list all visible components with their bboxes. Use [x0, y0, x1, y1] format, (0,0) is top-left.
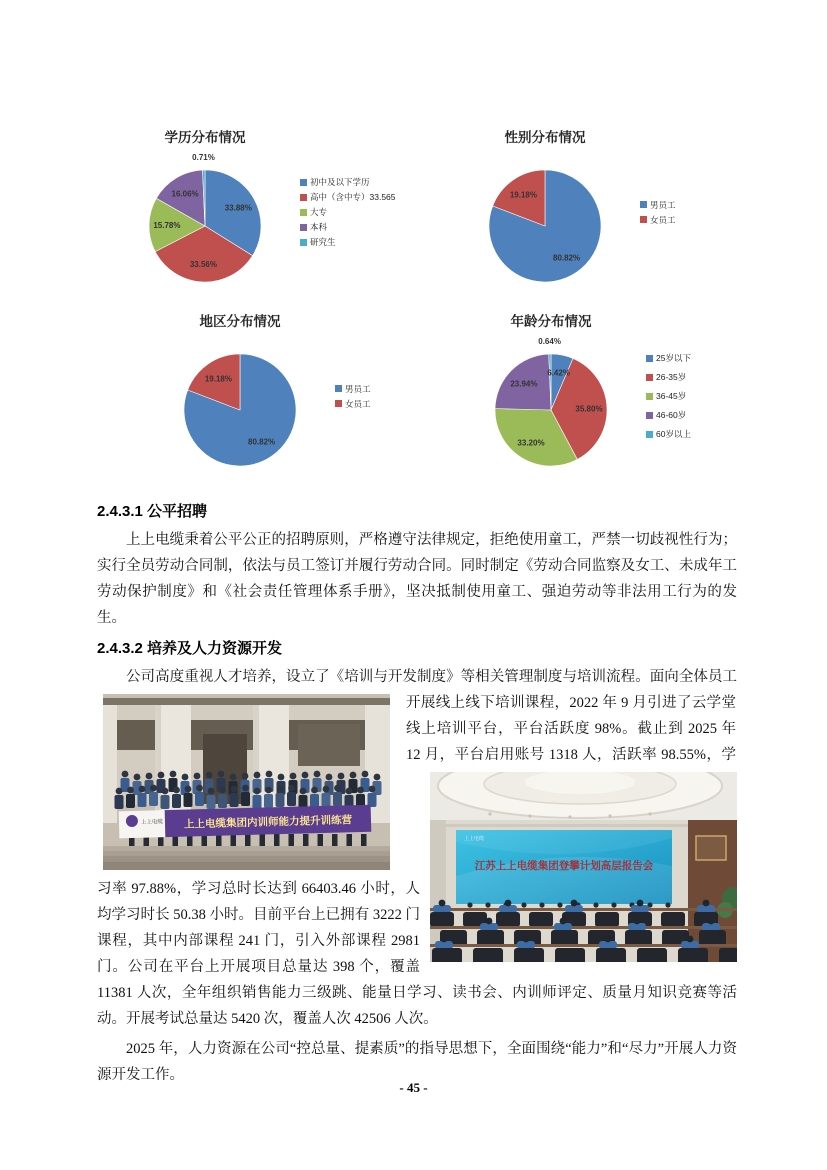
screen-text: 江苏上上电缆集团登攀计划高层报告会 — [474, 860, 654, 872]
legend-label: 研究生 — [310, 237, 336, 247]
screen-logo-text: 上上电缆 — [464, 836, 485, 842]
legend-label: 高中（含中专）33.565 — [310, 192, 396, 202]
legend-label: 46-60岁 — [656, 410, 687, 420]
pie-area — [470, 126, 620, 298]
section-heading-fair-recruitment: 2.4.3.1 公平招聘 — [97, 503, 208, 520]
banner-text: 上上电缆集团内训师能力提升训练营 — [183, 814, 353, 831]
paragraph-text: 公司高度重视人才培养，设立了《培训与开发制度》等相关管理制度与培训流程。面向全体员 — [126, 669, 723, 685]
legend-swatch-icon — [300, 194, 307, 201]
legend-label: 男员工 — [345, 383, 371, 394]
pie-data-label: 33.88% — [224, 203, 252, 213]
text-column — [97, 500, 737, 1092]
legend-swatch-icon — [335, 400, 342, 407]
legend-swatch-icon — [300, 179, 307, 186]
pie-chart — [476, 332, 626, 482]
pie-data-label: 0.71% — [192, 153, 215, 162]
chart-legend — [335, 380, 371, 413]
pie-chart — [130, 148, 280, 298]
paragraph-text: 工开展线上线下培训课程，2022 年 9 月引进了云学堂线上培训平台，平台活跃度 98%。截止到 2025 年 12 月，平台启用账号 1318 人，活跃率 98.55%，学习率 97.88%，学习总时长达到 66403.46 小时，人均学习时长 50.38 小时。目前平台上已拥有 3222 门课程，其中内部课程 241 门，引入外部课程 2981 门。公司在平台上开展项目总量达 398 个，覆盖 11381 人次，全年组织销售能力三级跳、能量日学习、读书会、内训师评定、质量月知识竞赛等活动。开展考试总量达 5420 次，覆盖人次 42506 人次。 — [97, 669, 737, 1027]
legend-item — [646, 352, 691, 364]
pie-data-label: 15.78% — [153, 221, 181, 231]
legend-item — [300, 236, 396, 248]
chart-title: 学历分布情况 — [164, 130, 246, 145]
legend-swatch-icon — [300, 209, 307, 216]
chart-legend — [640, 196, 676, 229]
legend-swatch-icon — [646, 355, 653, 362]
pie-data-label: 0.64% — [538, 337, 561, 346]
legend-item — [335, 398, 371, 410]
chart-title: 地区分布情况 — [199, 314, 281, 329]
chart-region-distribution — [165, 310, 371, 482]
pie-data-label: 80.82% — [553, 253, 581, 263]
legend-label: 大专 — [310, 207, 328, 217]
legend-label: 男员工 — [650, 199, 676, 210]
chart-title: 年龄分布情况 — [510, 314, 592, 329]
legend-item — [646, 390, 691, 402]
legend-item — [300, 191, 396, 203]
pie-data-label: 6.42% — [547, 368, 570, 378]
legend-label: 25岁以下 — [656, 353, 691, 363]
legend-label: 36-45岁 — [656, 391, 687, 401]
pie-data-label: 80.82% — [248, 437, 276, 447]
legend-swatch-icon — [646, 393, 653, 400]
legend-item — [300, 176, 396, 188]
legend-swatch-icon — [640, 216, 647, 223]
pie-data-label: 19.18% — [204, 374, 232, 384]
chart-education-distribution — [130, 126, 396, 298]
chart-legend — [646, 345, 691, 447]
pie-area — [165, 310, 315, 482]
legend-swatch-icon — [640, 201, 647, 208]
pie-area — [130, 126, 280, 298]
legend-item — [646, 428, 691, 440]
legend-item — [640, 214, 676, 226]
legend-label: 女员工 — [650, 214, 676, 225]
legend-item — [640, 199, 676, 211]
legend-swatch-icon — [646, 412, 653, 419]
paragraph-fair-recruitment: 上上电缆秉着公平公正的招聘原则，严格遵守法律规定，拒绝使用童工，严禁一切歧视性行为；实行全员劳动合同制，依法与员工签订并履行劳动合同。同时制定《劳动合同监察及女工、未成年工劳动保护制度》和《社会责任管理体系手册》，坚决抵制使用童工、强迫劳动等非法用工行为的发生。 — [97, 532, 737, 626]
legend-label: 60岁以上 — [656, 429, 691, 439]
pie-area — [476, 310, 626, 482]
banner-logo-text: 上上电缆 — [140, 819, 164, 826]
pie-chart — [470, 148, 620, 298]
paragraph-hr-development — [97, 664, 737, 1032]
chart-gender-distribution — [470, 126, 676, 298]
pie-chart — [165, 332, 315, 482]
pie-data-label: 16.06% — [171, 189, 199, 199]
legend-item — [300, 221, 396, 233]
paragraph-2025-plan: 2025 年，人力资源在公司“控总量、提素质”的指导思想下，全面围绕“能力”和“尽力”开展人力资源开发工作。 — [97, 1041, 737, 1083]
chart-title: 性别分布情况 — [504, 130, 586, 145]
chart-legend — [300, 173, 396, 251]
legend-item — [646, 409, 691, 421]
page-number: - 45 - — [399, 1080, 428, 1095]
report-meeting-photo-graphic — [430, 772, 737, 962]
photo-training-camp — [103, 694, 390, 870]
legend-swatch-icon — [335, 385, 342, 392]
pie-data-label: 33.56% — [189, 260, 217, 269]
legend-label: 女员工 — [345, 398, 371, 409]
legend-item — [646, 371, 691, 383]
section-heading-hr-development: 2.4.3.2 培养及人力资源开发 — [97, 640, 283, 657]
legend-swatch-icon — [300, 239, 307, 246]
pie-data-label: 33.20% — [517, 438, 545, 448]
training-camp-photo-graphic — [103, 694, 390, 870]
pie-data-label: 35.80% — [575, 404, 603, 414]
chart-age-distribution — [476, 310, 691, 482]
legend-swatch-icon — [646, 431, 653, 438]
legend-swatch-icon — [646, 374, 653, 381]
legend-label: 本科 — [310, 222, 328, 232]
text-flow-spacer — [736, 690, 737, 772]
legend-item — [300, 206, 396, 218]
legend-item — [335, 383, 371, 395]
legend-label: 初中及以下学历 — [310, 177, 370, 187]
pie-data-label: 19.18% — [509, 190, 537, 200]
legend-label: 26-35岁 — [656, 372, 687, 382]
legend-swatch-icon — [300, 224, 307, 231]
photo-report-meeting — [430, 772, 737, 962]
pie-data-label: 23.94% — [510, 379, 538, 389]
